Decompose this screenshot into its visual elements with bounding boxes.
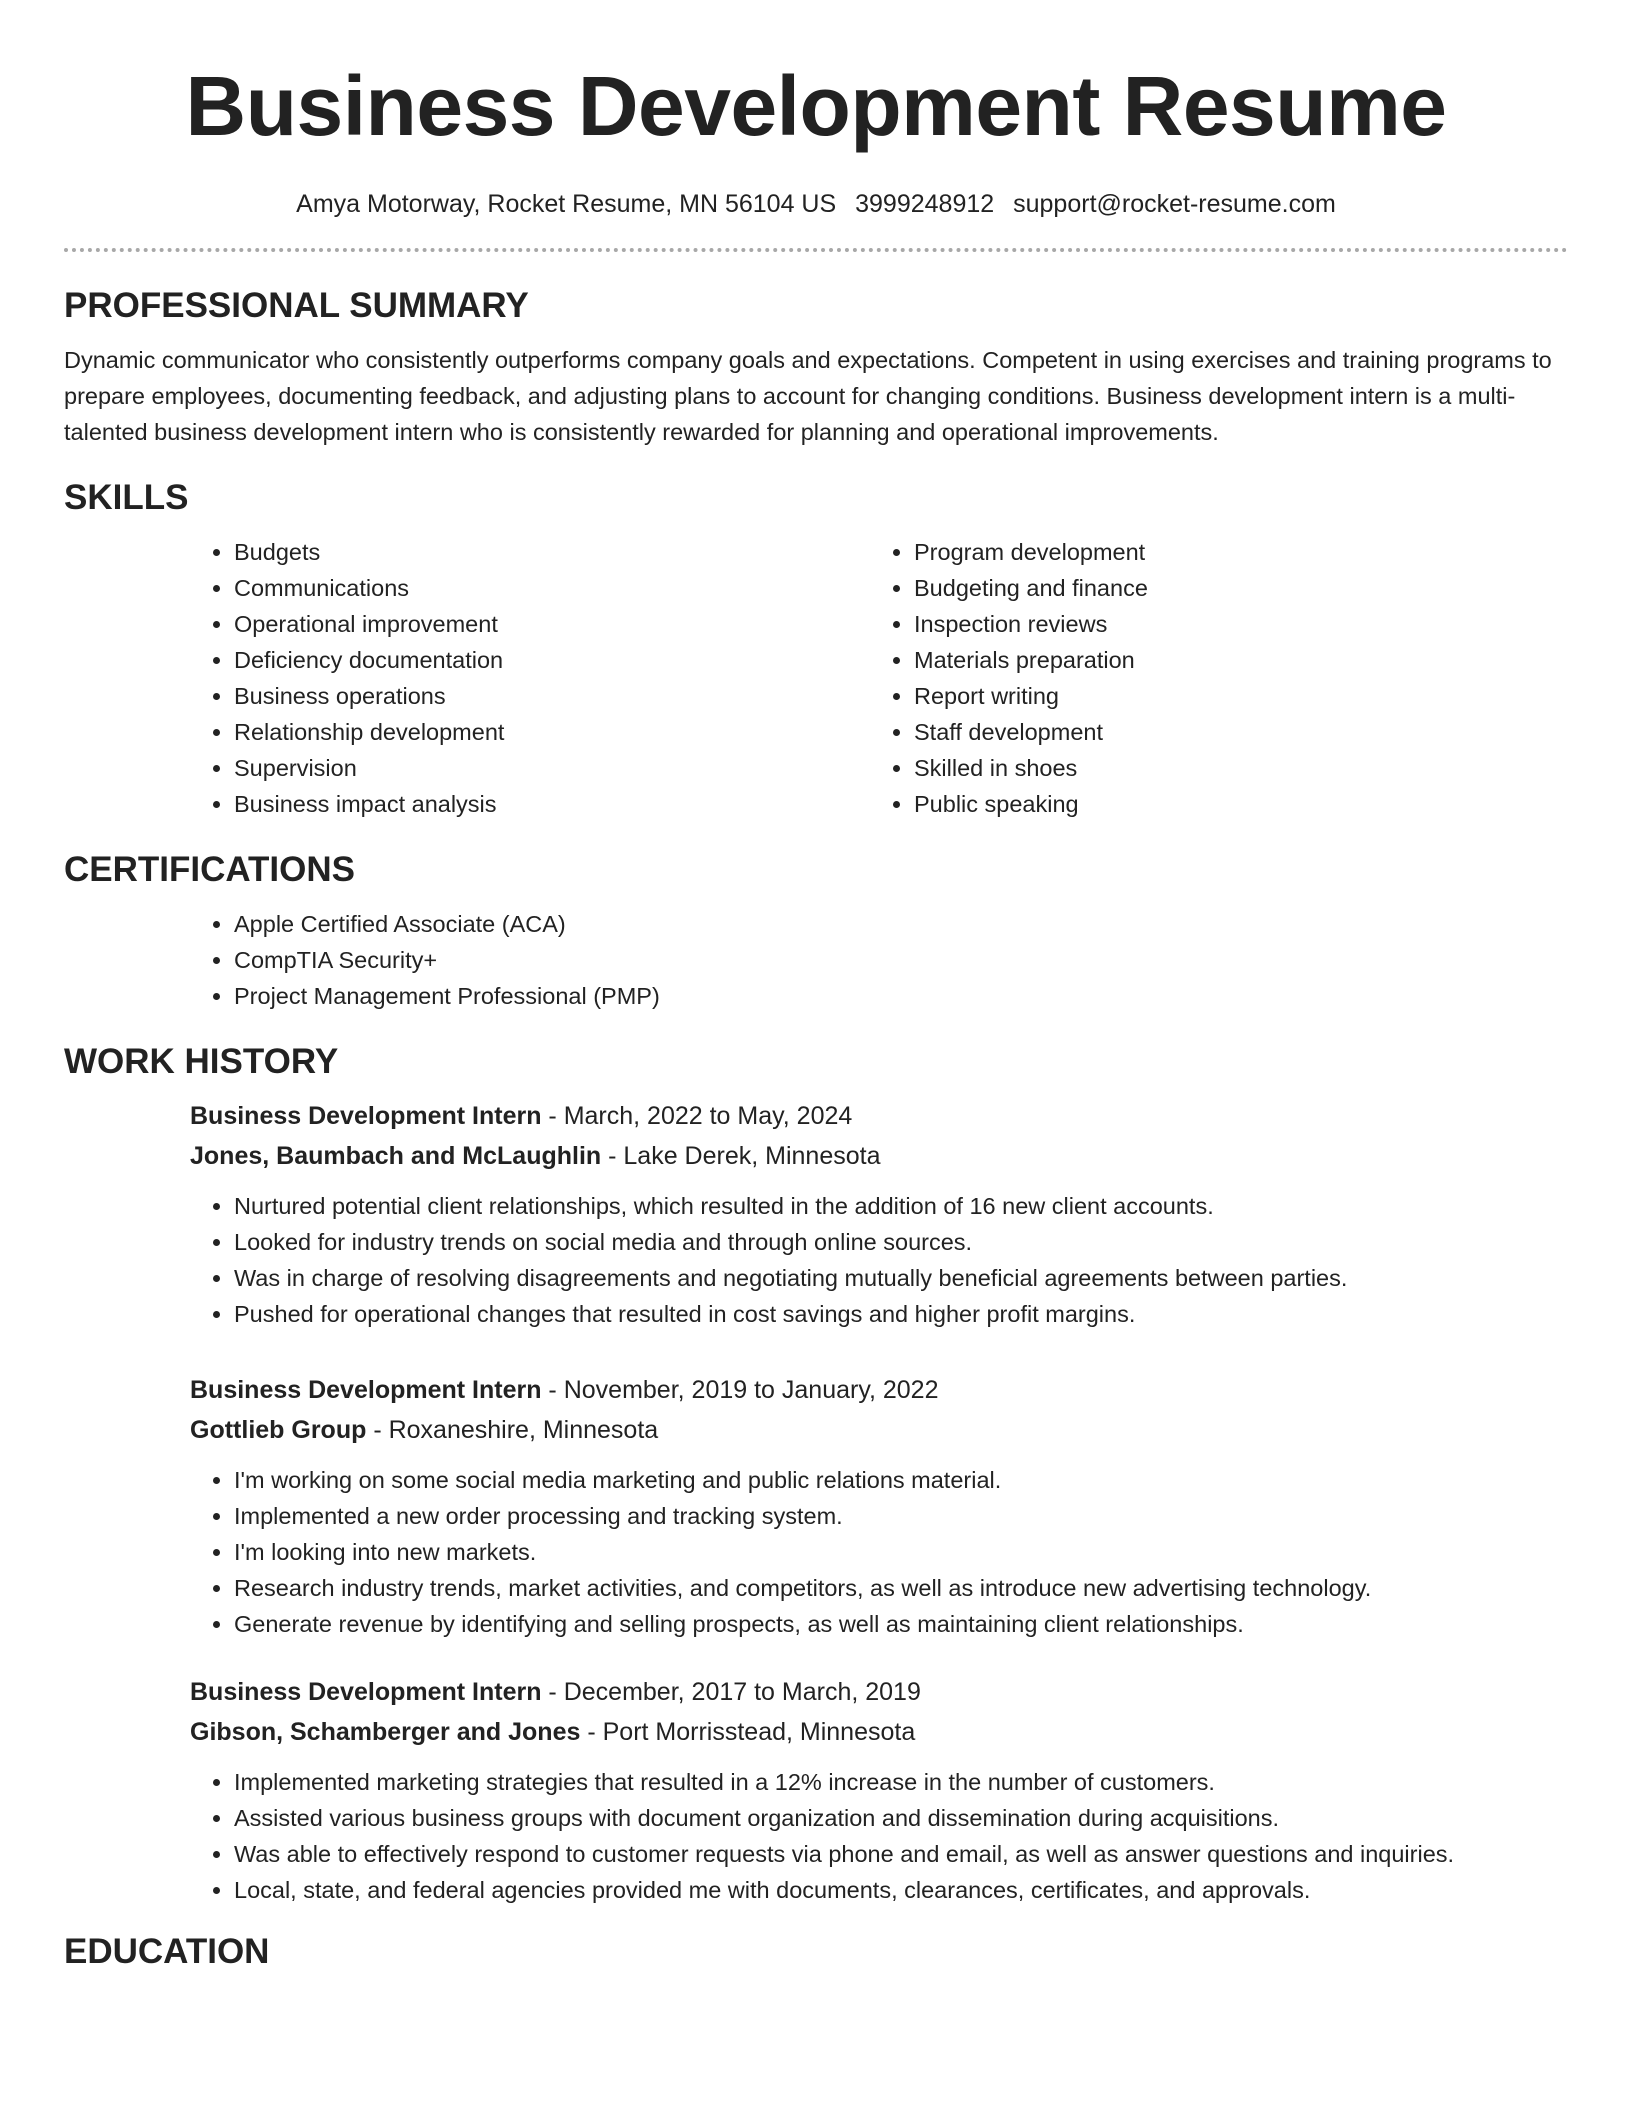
job-title-line — [190, 1672, 1568, 1712]
job-company-line — [190, 1410, 1568, 1450]
list-item: • Local, state, and federal agencies provided me with documents, clearances, certificates, and approvals. — [234, 1872, 1568, 1908]
separator: - — [541, 1376, 564, 1404]
list-item: • Materials preparation — [914, 642, 1550, 678]
job-bullets — [190, 1462, 1568, 1642]
separator: - — [580, 1718, 603, 1746]
skills-column-left — [190, 534, 870, 822]
list-item: • Project Management Professional (PMP) — [234, 978, 1568, 1014]
contact-email: support@rocket-resume.com — [1013, 190, 1336, 218]
list-item: • Staff development — [914, 714, 1550, 750]
list-item: • Budgets — [234, 534, 870, 570]
list-item: • Relationship development — [234, 714, 870, 750]
job-location: Port Morrisstead, Minnesota — [602, 1718, 916, 1746]
list-item: • Operational improvement — [234, 606, 870, 642]
job-title: Business Development Intern — [190, 1102, 542, 1130]
list-item: • Assisted various business groups with document organization and dissemination during acquisitions. — [234, 1800, 1568, 1836]
job-title: Business Development Intern — [190, 1678, 542, 1706]
list-item: • Inspection reviews — [914, 606, 1550, 642]
list-item: • I'm working on some social media marketing and public relations material. — [234, 1462, 1568, 1498]
list-item: • I'm looking into new markets. — [234, 1534, 1568, 1570]
certifications-heading: CERTIFICATIONS — [64, 850, 356, 889]
separator: - — [601, 1142, 624, 1170]
work-history-heading: WORK HISTORY — [64, 1042, 339, 1081]
job-company: Gottlieb Group — [190, 1416, 367, 1444]
list-item: • Implemented marketing strategies that resulted in a 12% increase in the number of customers. — [234, 1764, 1568, 1800]
list-item: • Supervision — [234, 750, 870, 786]
summary-text: Dynamic communicator who consistently outperforms company goals and expectations. Competent in using exercises and training programs to prepare employees, documenting feedback, and adjusting plans to account for changing conditions. Business development intern is a multi-talented business development intern who is consistently rewarded for planning and operational improvements. — [64, 347, 1552, 445]
list-item: • Deficiency documentation — [234, 642, 870, 678]
list-item: • Skilled in shoes — [914, 750, 1550, 786]
separator: - — [541, 1678, 564, 1706]
contact-phone: 3999248912 — [855, 190, 995, 218]
job-bullets — [190, 1188, 1568, 1332]
job-entry — [190, 1370, 1568, 1642]
list-item: • Nurtured potential client relationships, which resulted in the addition of 16 new client accounts. — [234, 1188, 1568, 1224]
separator: - — [541, 1102, 564, 1130]
resume-title: Business Development Resume — [185, 59, 1447, 153]
job-entry — [190, 1096, 1568, 1332]
summary-heading: PROFESSIONAL SUMMARY — [64, 286, 529, 325]
list-item: • Budgeting and finance — [914, 570, 1550, 606]
list-item: • Was able to effectively respond to customer requests via phone and email, as well as answer questions and inquiries. — [234, 1836, 1568, 1872]
job-entry — [190, 1672, 1568, 1908]
job-title-line — [190, 1096, 1568, 1136]
job-company-line — [190, 1712, 1568, 1752]
skills-column-right — [870, 534, 1550, 822]
skills-list — [190, 534, 1568, 822]
list-item: • CompTIA Security+ — [234, 942, 1568, 978]
job-dates: December, 2017 to March, 2019 — [563, 1678, 921, 1706]
list-item: • Generate revenue by identifying and selling prospects, as well as maintaining client relationships. — [234, 1606, 1568, 1642]
contact-address: Amya Motorway, Rocket Resume, MN 56104 US — [296, 190, 837, 218]
job-title: Business Development Intern — [190, 1376, 542, 1404]
certifications-list — [190, 906, 1568, 1014]
job-bullets — [190, 1764, 1568, 1908]
list-item: • Was in charge of resolving disagreements and negotiating mutually beneficial agreements between parties. — [234, 1260, 1568, 1296]
list-item: • Pushed for operational changes that resulted in cost savings and higher profit margins. — [234, 1296, 1568, 1332]
separator: - — [366, 1416, 389, 1444]
header-divider — [64, 248, 1568, 252]
job-company-line — [190, 1136, 1568, 1176]
job-title-line — [190, 1370, 1568, 1410]
job-location: Roxaneshire, Minnesota — [388, 1416, 659, 1444]
list-item: • Report writing — [914, 678, 1550, 714]
skills-heading: SKILLS — [64, 478, 189, 517]
list-item: • Research industry trends, market activities, and competitors, as well as introduce new advertising technology. — [234, 1570, 1568, 1606]
list-item: • Public speaking — [914, 786, 1550, 822]
education-heading: EDUCATION — [64, 1932, 270, 1971]
job-company: Jones, Baumbach and McLaughlin — [190, 1142, 602, 1170]
list-item: • Looked for industry trends on social media and through online sources. — [234, 1224, 1568, 1260]
list-item: • Apple Certified Associate (ACA) — [234, 906, 1568, 942]
contact-line — [64, 188, 1568, 220]
list-item: • Business operations — [234, 678, 870, 714]
job-location: Lake Derek, Minnesota — [623, 1142, 881, 1170]
work-history-list — [190, 1096, 1568, 1908]
list-item: • Business impact analysis — [234, 786, 870, 822]
list-item: • Program development — [914, 534, 1550, 570]
list-item: • Communications — [234, 570, 870, 606]
job-dates: November, 2019 to January, 2022 — [563, 1376, 939, 1404]
job-company: Gibson, Schamberger and Jones — [190, 1718, 581, 1746]
list-item: • Implemented a new order processing and tracking system. — [234, 1498, 1568, 1534]
job-dates: March, 2022 to May, 2024 — [563, 1102, 853, 1130]
